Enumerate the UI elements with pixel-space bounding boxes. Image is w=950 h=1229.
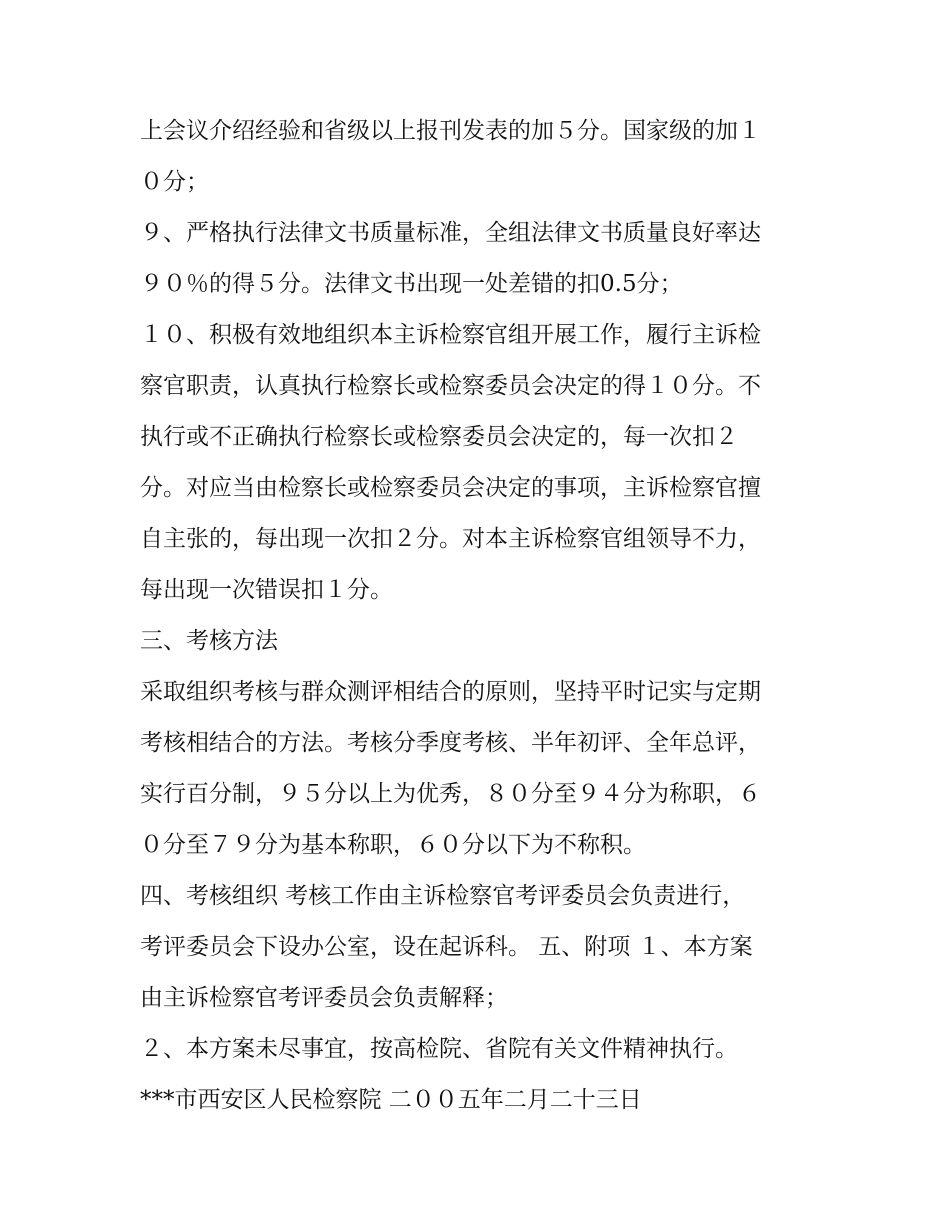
text-line: ９０％的得５分。法律文书出现一处差错的扣0.5分； <box>140 271 683 297</box>
text-line: 分。对应当由检察长或检察委员会决定的事项，主诉检察官擅 <box>140 475 761 501</box>
text-line: 采取组织考核与群众测评相结合的原则，坚持平时记实与定期 <box>140 679 761 705</box>
text-line: ９、严格执行法律文书质量标准，全组法律文书质量良好率达 <box>140 220 761 246</box>
text-line: 执行或不正确执行检察长或检察委员会决定的，每一次扣２ <box>140 424 738 450</box>
signature-line: ***市西安区人民检察院 二００五年二月二十三日 <box>140 1087 642 1113</box>
text-line: 由主诉检察官考评委员会负责解释； <box>140 985 508 1011</box>
text-line: 实行百分制，９５分以上为优秀，８０分至９４分为称职，６ <box>140 781 761 807</box>
text-line: 上会议介绍经验和省级以上报刊发表的加５分。国家级的加１ <box>140 118 761 144</box>
text-line: 四、考核组织 考核工作由主诉检察官考评委员会负责进行， <box>140 883 746 909</box>
text-line: 察官职责，认真执行检察长或检察委员会决定的得１０分。不 <box>140 373 761 399</box>
text-line: 自主张的，每出现一次扣２分。对本主诉检察官组领导不力， <box>140 526 761 552</box>
text-line: ０分至７９分为基本称职，６０分以下为不称积。 <box>140 832 646 858</box>
text-line: ２、本方案未尽事宜，按高检院、省院有关文件精神执行。 <box>140 1036 738 1062</box>
text-line: ０分； <box>140 169 209 195</box>
document-body <box>140 106 820 1126</box>
text-line: １０、积极有效地组织本主诉检察官组开展工作，履行主诉检 <box>140 322 761 348</box>
text-line: 每出现一次错误扣１分。 <box>140 577 393 603</box>
text-line: 考评委员会下设办公室，设在起诉科。 五、附项 １、本方案 <box>140 934 753 960</box>
text-line: 考核相结合的方法。考核分季度考核、半年初评、全年总评， <box>140 730 761 756</box>
section-heading: 三、考核方法 <box>140 628 278 654</box>
